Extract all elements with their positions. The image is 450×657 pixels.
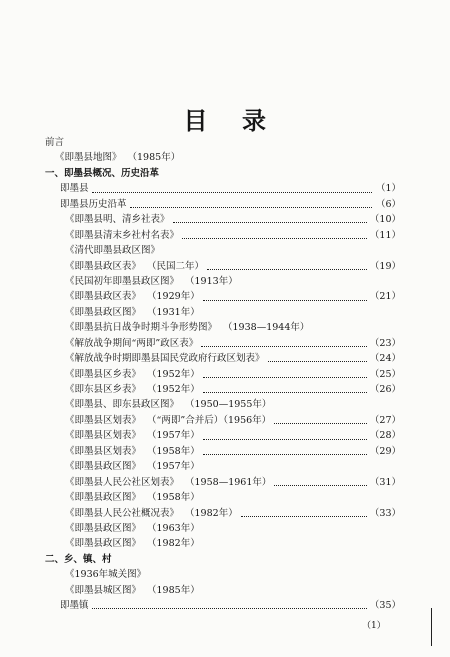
toc-entry-note: （1913年）	[185, 275, 238, 287]
toc-entry-label: 即墨县历史沿革	[60, 198, 127, 210]
toc-entry-label: 二、乡、镇、村	[45, 553, 112, 565]
toc-entry-label: 《即墨县地图》	[55, 152, 122, 164]
toc-entry-note: （1952年）	[147, 368, 200, 380]
toc-entry-page: （35）	[369, 600, 401, 612]
toc-entry-note: （1957年）	[147, 461, 200, 473]
toc-entry[interactable]	[45, 459, 401, 474]
toc-entry-note: （1931年）	[147, 306, 200, 318]
toc-entry-page: （24）	[369, 353, 401, 365]
toc-entry-label: 一、即墨县概况、历史沿革	[45, 167, 160, 179]
toc-entry[interactable]	[45, 243, 401, 258]
toc-entry-label: 《即东县区乡表》	[65, 384, 142, 395]
toc-entry-label: 《即墨县政区图》	[65, 492, 142, 504]
toc-entry-label: 前言	[45, 137, 65, 148]
toc-entry[interactable]	[45, 289, 401, 304]
toc-dot-leader	[182, 238, 367, 239]
toc-entry-label: 《即墨县区划表》	[65, 414, 142, 426]
toc-entry[interactable]	[45, 444, 401, 459]
toc-entry-label: 《清代即墨县政区图》	[65, 245, 161, 257]
toc-entry[interactable]	[45, 382, 401, 397]
toc-entry-label: 《即墨县政区表》	[65, 291, 142, 303]
toc-entry-label: 《即墨县政区图》	[65, 538, 142, 550]
toc-entry-label: 《解放战争时期即墨县国民党政府行政区划表》	[65, 353, 265, 365]
toc-entry[interactable]	[45, 305, 401, 320]
page-edge-mark	[431, 608, 432, 646]
toc-entry[interactable]	[45, 150, 401, 165]
toc-entry-note: （“两即”合并后）（1956年）	[147, 414, 272, 426]
toc-entry-label: 《即墨县政区图》	[65, 522, 142, 534]
toc-entry-label: 《解放战争期间“两即”政区表》	[65, 337, 199, 349]
toc-entry-page: （21）	[369, 291, 401, 303]
toc-entry-note: （1963年）	[147, 522, 200, 534]
toc-entry-note: （1958年）	[147, 492, 200, 504]
toc-entry[interactable]	[45, 397, 401, 412]
toc-dot-leader	[241, 516, 367, 517]
toc-entry[interactable]	[45, 428, 401, 443]
toc-entry-page: （27）	[369, 414, 401, 426]
toc-entry-label: 《即墨县人民公社区划表》	[65, 476, 180, 488]
toc-dot-leader	[203, 454, 367, 455]
toc-entry-label: 即墨镇	[60, 600, 89, 612]
toc-entry-note: （1982年）	[185, 507, 238, 519]
toc-entry[interactable]	[45, 212, 401, 227]
toc-entry-page: （11）	[369, 229, 401, 241]
toc-entry-page: （23）	[369, 337, 401, 349]
toc-entry-label: 《即墨县、即东县政区图》	[65, 399, 180, 411]
toc-entry[interactable]	[45, 228, 401, 243]
toc-entry-note: （1985年）	[127, 152, 181, 164]
toc-entry-label: 《即墨县政区图》	[65, 306, 142, 318]
toc-section-heading[interactable]	[45, 552, 401, 567]
toc-dot-leader	[274, 423, 367, 424]
toc-dot-leader	[203, 300, 367, 301]
toc-entry[interactable]	[45, 197, 401, 212]
toc-entry[interactable]	[45, 320, 401, 335]
title-char-2: 录	[242, 106, 267, 135]
toc-entry-note: （1938—1944年）	[223, 322, 310, 334]
toc-entry[interactable]	[45, 583, 401, 598]
toc-entry-label: 即墨县	[60, 183, 89, 195]
toc-dot-leader	[268, 361, 367, 362]
table-of-contents	[45, 135, 401, 614]
toc-entry-note: （民国二年）	[147, 260, 205, 272]
toc-entry-note: （1957年）	[147, 430, 200, 442]
toc-entry-label: 《即墨县政区图》	[65, 461, 142, 473]
toc-entry-note: （1952年）	[147, 384, 200, 395]
toc-entry-page: （10）	[369, 214, 401, 226]
page-title	[0, 101, 450, 136]
toc-entry[interactable]	[45, 413, 401, 428]
toc-entry-label: 《即墨县城区图》	[65, 584, 142, 596]
toc-entry-page: （29）	[369, 445, 401, 457]
toc-entry[interactable]	[45, 336, 401, 351]
toc-dot-leader	[92, 192, 372, 193]
toc-dot-leader	[207, 269, 367, 270]
toc-dot-leader	[92, 608, 367, 609]
toc-section-heading[interactable]	[45, 166, 401, 181]
toc-entry[interactable]	[45, 490, 401, 505]
toc-dot-leader	[203, 439, 367, 440]
toc-entry-note: （1985年）	[147, 584, 200, 596]
toc-entry-label: 《即墨县抗日战争时期斗争形势图》	[65, 322, 218, 334]
toc-entry[interactable]	[45, 259, 401, 274]
toc-entry-page: （19）	[369, 260, 401, 272]
page-number: （1）	[362, 621, 386, 631]
toc-entry[interactable]	[45, 351, 401, 366]
toc-entry-page: （31）	[369, 476, 401, 488]
toc-entry-label: 《民国初年即墨县政区图》	[65, 275, 180, 287]
toc-entry[interactable]	[45, 274, 401, 289]
toc-entry-note: （1958—1961年）	[185, 476, 272, 488]
toc-entry[interactable]	[45, 536, 401, 551]
toc-entry-label: 《即墨县区划表》	[65, 430, 142, 442]
toc-dot-leader	[173, 222, 367, 223]
toc-dot-leader	[203, 377, 367, 378]
toc-dot-leader	[203, 392, 367, 393]
toc-entry-page: （33）	[369, 507, 401, 519]
toc-dot-leader	[274, 485, 367, 486]
toc-dot-leader	[130, 207, 372, 208]
toc-entry-note: （1958年）	[147, 445, 200, 457]
toc-entry-label: 《即墨县区划表》	[65, 445, 142, 457]
toc-entry-label: 《即墨县人民公社概况表》	[65, 507, 180, 519]
toc-entry-page: （6）	[375, 198, 401, 210]
toc-entry[interactable]	[45, 567, 401, 582]
toc-entry[interactable]	[45, 475, 401, 490]
toc-entry-label: 《即墨县政区表》	[65, 260, 142, 272]
toc-entry-label: 《即墨县清末乡社村名表》	[65, 229, 180, 241]
toc-entry[interactable]	[45, 181, 401, 196]
toc-entry-page: （26）	[369, 384, 401, 395]
toc-entry[interactable]	[45, 506, 401, 521]
toc-entry-page: （1）	[375, 183, 401, 195]
toc-entry[interactable]	[45, 135, 401, 150]
toc-entry-label: 《1936年城关图》	[65, 569, 147, 581]
toc-entry[interactable]	[45, 521, 401, 536]
toc-entry-label: 《即墨县明、清乡社表》	[65, 214, 170, 226]
toc-entry-page: （28）	[369, 430, 401, 442]
title-char-1: 目	[183, 106, 208, 135]
toc-entry[interactable]	[45, 367, 401, 382]
toc-entry-note: （1929年）	[147, 291, 200, 303]
toc-entry-label: 《即墨县区乡表》	[65, 368, 142, 380]
toc-entry-page: （25）	[369, 368, 401, 380]
toc-dot-leader	[201, 346, 367, 347]
toc-entry-note: （1950—1955年）	[185, 399, 272, 411]
toc-entry[interactable]	[45, 598, 401, 613]
toc-entry-note: （1982年）	[147, 538, 200, 550]
